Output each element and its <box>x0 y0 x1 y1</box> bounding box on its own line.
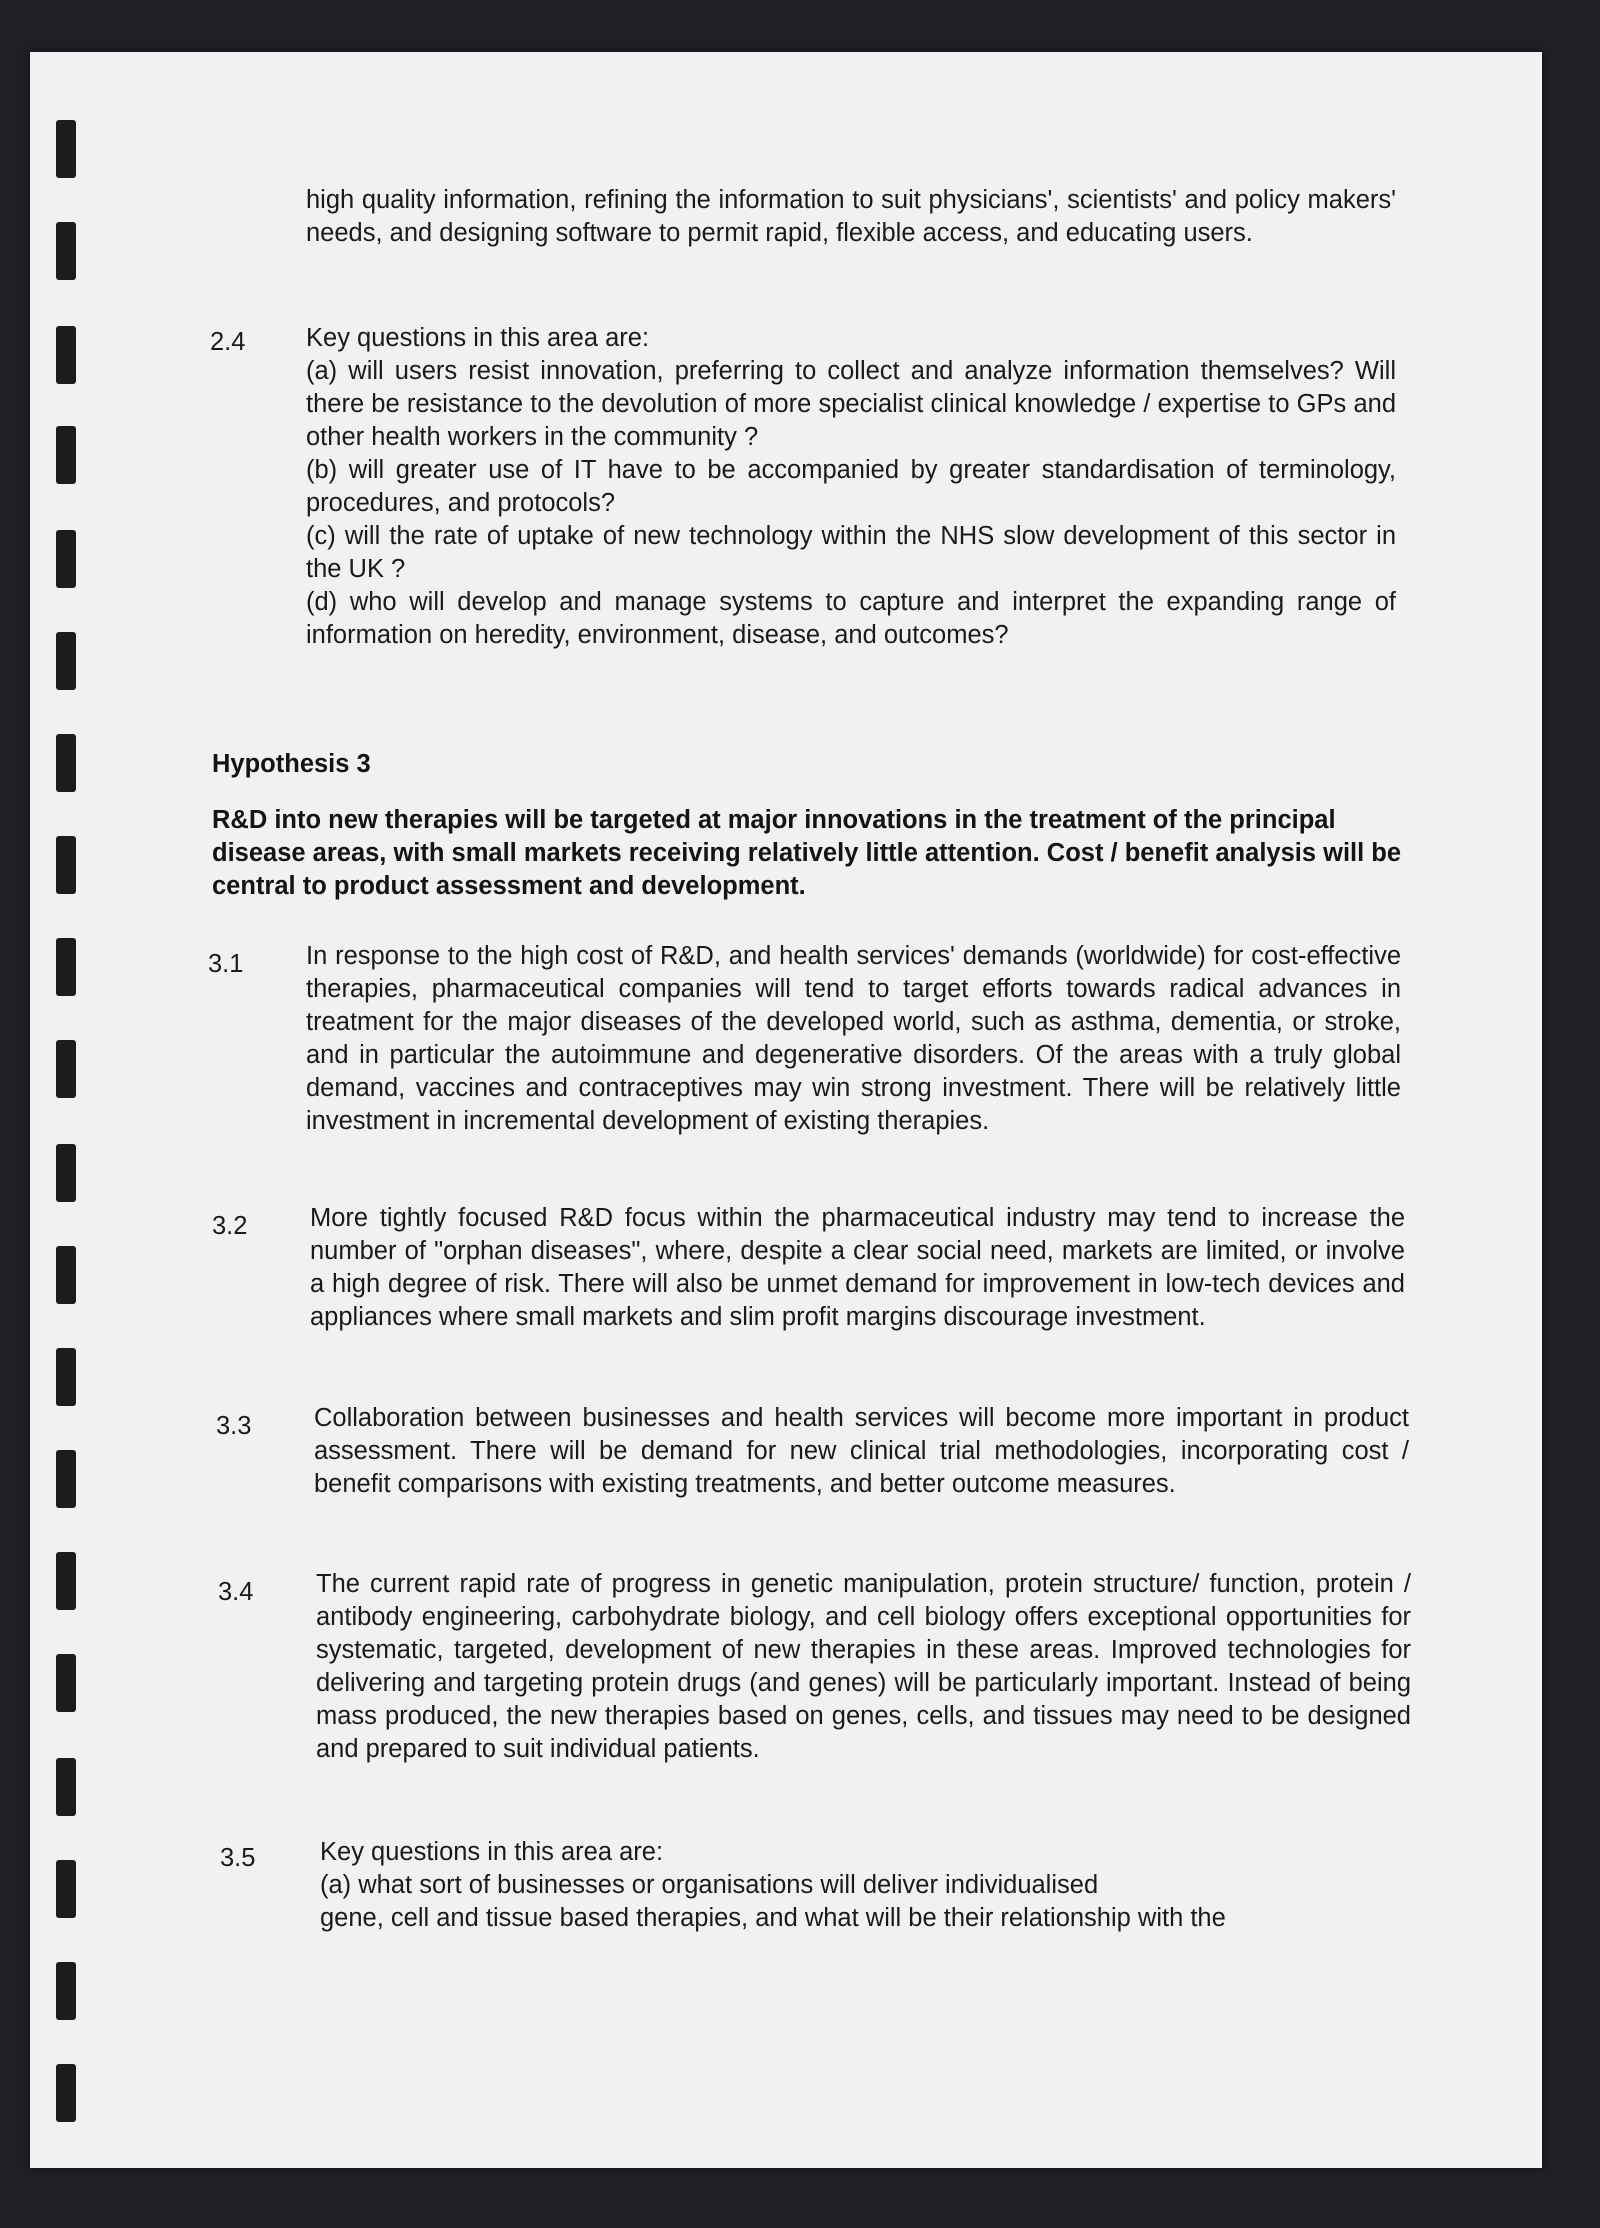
paragraph-number: 3.2 <box>212 1212 248 1240</box>
punch-hole <box>56 1144 76 1202</box>
punch-hole <box>56 836 76 894</box>
punch-hole <box>56 1348 76 1406</box>
question-item: (d) who will develop and manage systems to capture and interpret the expanding range of information on heredity, environment, disease, and outcomes? <box>306 588 1396 649</box>
punch-hole <box>56 1860 76 1918</box>
punch-hole <box>56 2064 76 2122</box>
paragraph-text: More tightly focused R&D focus within the pharmaceutical industry may tend to increase the number of "orphan diseases", where, despite a clear social need, markets are limited, or involve a high degree of risk. There will also be unmet demand for improvement in low-tech devices and appliances where small markets and slim profit margins discourage investment. <box>310 1204 1405 1331</box>
intro-paragraph: high quality information, refining the information to suit physicians', scientists' and policy makers' needs, and designing software to permit rapid, flexible access, and educating users. <box>306 186 1396 247</box>
punch-hole <box>56 530 76 588</box>
paragraph-text: The current rapid rate of progress in genetic manipulation, protein structure/ function, protein / antibody engineering, carbohydrate biology, and cell biology offers exceptional opportunities for systematic, targeted, development of new therapies in these areas. Improved technologies for delivering and targeting protein drugs (and genes) will be particularly important. Instead of being mass produced, the new therapies based on genes, cells, and tissues may need to be designed and prepared to suit individual patients. <box>316 1570 1411 1763</box>
paragraph-text: In response to the high cost of R&D, and health services' demands (worldwide) for cost-effective therapies, pharmaceutical companies will tend to target efforts towards radical advances in treatment for the major diseases of the developed world, such as asthma, dementia, or stroke, and in particular the autoimmune and degenerative disorders. Of the areas with a truly global demand, vaccines and contraceptives may win strong investment. There will be relatively little investment in incremental development of existing therapies. <box>306 942 1401 1135</box>
question-item: (a) will users resist innovation, preferring to collect and analyze information themselves? Will there be resistance to the devolution of more specialist clinical knowledge / expertise to GPs and other health workers in the community ? <box>306 357 1396 451</box>
question-item: gene, cell and tissue based therapies, and what will be their relationship with the <box>320 1904 1226 1932</box>
punch-hole <box>56 1450 76 1508</box>
section-number: 2.4 <box>210 328 246 356</box>
punch-hole <box>56 938 76 996</box>
punch-hole <box>56 1758 76 1816</box>
document-page <box>30 52 1542 2168</box>
punch-hole <box>56 632 76 690</box>
punch-hole <box>56 1552 76 1610</box>
hypothesis-title: Hypothesis 3 <box>212 750 371 778</box>
punch-hole <box>56 1246 76 1304</box>
paragraph-text: Collaboration between businesses and health services will become more important in product assessment. There will be demand for new clinical trial methodologies, incorporating cost / benefit comparisons with existing treatments, and better outcome measures. <box>314 1404 1409 1498</box>
paragraph-number: 3.3 <box>216 1412 252 1440</box>
punch-hole <box>56 734 76 792</box>
punch-hole <box>56 120 76 178</box>
question-item: (b) will greater use of IT have to be accompanied by greater standardisation of terminology, procedures, and protocols? <box>306 456 1396 517</box>
hypothesis-statement: R&D into new therapies will be targeted at major innovations in the treatment of the principal disease areas, with small markets receiving relatively little attention. Cost / benefit analysis will be central to product assessment and development. <box>212 806 1402 900</box>
question-item: (c) will the rate of uptake of new technology within the NHS slow development of this sector in the UK ? <box>306 522 1396 583</box>
section-3-5-body <box>320 1836 1415 1935</box>
section-lead: Key questions in this area are: <box>306 324 650 352</box>
punch-hole <box>56 1962 76 2020</box>
paragraph-number: 3.4 <box>218 1578 254 1606</box>
punch-hole <box>56 1040 76 1098</box>
punch-hole <box>56 426 76 484</box>
section-number: 3.5 <box>220 1844 256 1872</box>
question-item: (a) what sort of businesses or organisations will deliver individualised <box>320 1871 1099 1899</box>
section-2-4-body <box>306 322 1396 652</box>
punch-hole <box>56 1654 76 1712</box>
punch-hole <box>56 326 76 384</box>
paragraph-number: 3.1 <box>208 950 244 978</box>
section-lead: Key questions in this area are: <box>320 1838 664 1866</box>
punch-hole <box>56 222 76 280</box>
